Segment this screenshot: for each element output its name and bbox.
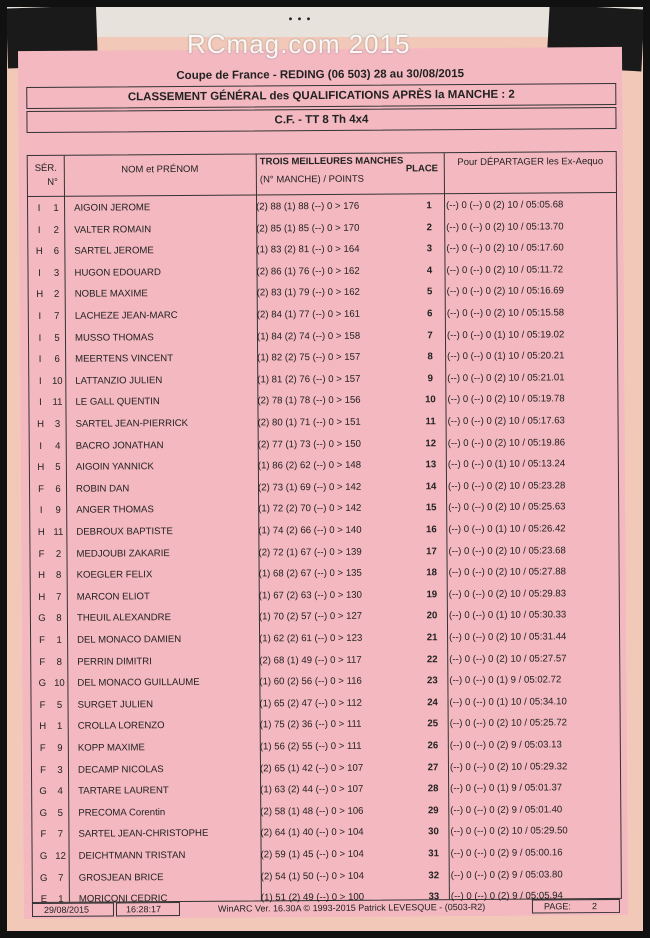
row-number: 3 bbox=[54, 418, 61, 430]
row-number: 1 bbox=[58, 894, 64, 906]
row-tiebreak: (--) 0 (--) 0 (2) 10 / 05:11.72 bbox=[446, 264, 564, 276]
row-scores: (2) 73 (1) 69 (--) 0 > 142 bbox=[257, 481, 362, 494]
row-place: 14 bbox=[425, 481, 437, 493]
row-name: ANGER THOMAS bbox=[76, 504, 154, 517]
row-number: 7 bbox=[56, 591, 62, 603]
row-name: MUSSO THOMAS bbox=[74, 331, 154, 344]
row-place: 19 bbox=[426, 589, 438, 601]
row-place: 15 bbox=[425, 502, 437, 514]
row-scores: (1) 81 (2) 76 (--) 0 > 157 bbox=[257, 373, 361, 386]
row-name: MARCON ELIOT bbox=[76, 591, 150, 603]
row-scores: (1) 75 (2) 36 (--) 0 > 111 bbox=[259, 719, 362, 731]
row-place: 21 bbox=[426, 632, 438, 644]
row-name: LACHEZE JEAN-MARC bbox=[74, 310, 178, 322]
row-number: 9 bbox=[55, 505, 61, 517]
results-table bbox=[27, 151, 622, 906]
row-place: 8 bbox=[427, 351, 433, 363]
row-place: 33 bbox=[428, 891, 440, 903]
row-series: H bbox=[38, 591, 46, 603]
row-series: H bbox=[37, 462, 45, 474]
row-number: 12 bbox=[55, 850, 66, 862]
footer-page-number: 2 bbox=[591, 901, 598, 912]
row-number: 9 bbox=[57, 742, 63, 754]
row-number: 8 bbox=[55, 570, 62, 582]
row-number: 2 bbox=[53, 289, 60, 301]
row-place: 27 bbox=[427, 761, 439, 773]
row-series: I bbox=[37, 202, 41, 214]
row-place: 12 bbox=[425, 437, 437, 449]
row-scores: (1) 68 (2) 67 (--) 0 > 135 bbox=[258, 567, 362, 580]
row-name: KOPP MAXIME bbox=[77, 742, 145, 754]
row-name: LATTANZIO JULIEN bbox=[75, 374, 163, 387]
row-name: DEL MONACO DAMIEN bbox=[77, 633, 182, 646]
photo-area bbox=[7, 7, 643, 931]
results-sheet bbox=[18, 47, 628, 919]
row-series: G bbox=[39, 872, 48, 884]
footer-date: 29/08/2015 bbox=[43, 904, 90, 915]
row-series: F bbox=[38, 548, 45, 560]
row-place: 29 bbox=[427, 804, 439, 817]
row-series: F bbox=[40, 764, 46, 776]
row-place: 4 bbox=[426, 265, 433, 277]
row-scores: (2) 68 (1) 49 (--) 0 > 117 bbox=[259, 654, 362, 667]
col-best-header: TROIS MEILLEURES MANCHES bbox=[259, 155, 404, 168]
row-scores: (1) 82 (2) 75 (--) 0 > 157 bbox=[257, 351, 361, 364]
row-name: DEL MONACO GUILLAUME bbox=[77, 677, 200, 689]
row-number: 8 bbox=[56, 656, 62, 668]
footer-page-label: PAGE: bbox=[543, 901, 571, 912]
row-series: F bbox=[39, 699, 46, 711]
row-scores: (2) 58 (1) 48 (--) 0 > 106 bbox=[260, 805, 364, 818]
row-scores: (1) 65 (2) 47 (--) 0 > 112 bbox=[259, 697, 363, 710]
row-name: MORICONI CEDRIC bbox=[78, 893, 168, 905]
row-tiebreak: (--) 0 (--) 0 (2) 10 / 05:21.01 bbox=[447, 372, 565, 384]
row-series: I bbox=[38, 354, 42, 366]
row-number: 6 bbox=[54, 354, 60, 366]
row-place: 7 bbox=[427, 329, 433, 341]
row-place: 1 bbox=[426, 200, 432, 212]
row-series: H bbox=[37, 418, 45, 430]
row-name: LE GALL QUENTIN bbox=[75, 396, 160, 409]
row-scores: (1) 84 (2) 74 (--) 0 > 158 bbox=[256, 330, 361, 343]
row-series: H bbox=[37, 526, 45, 538]
table-header bbox=[28, 152, 616, 197]
row-name: DEICHTMANN TRISTAN bbox=[78, 849, 186, 862]
row-tiebreak: (--) 0 (--) 0 (2) 9 / 05:03.80 bbox=[450, 868, 563, 881]
row-tiebreak: (--) 0 (--) 0 (2) 10 / 05:19.86 bbox=[447, 436, 566, 449]
category-title: C.F. - TT 8 Th 4x4 bbox=[26, 107, 616, 133]
row-scores: (2) 80 (1) 71 (--) 0 > 151 bbox=[257, 416, 361, 429]
col-points-header: (N° MANCHE) / POINTS bbox=[259, 173, 364, 186]
row-name: DECAMP NICOLAS bbox=[77, 763, 164, 776]
event-title: Coupe de France - REDING (06 503) 28 au 30/08/2015 bbox=[176, 68, 465, 83]
row-place: 3 bbox=[426, 243, 433, 255]
row-scores: (2) 83 (1) 79 (--) 0 > 162 bbox=[256, 287, 360, 299]
row-number: 3 bbox=[53, 267, 60, 279]
row-number: 7 bbox=[57, 829, 64, 841]
row-number: 1 bbox=[56, 721, 63, 733]
row-place: 5 bbox=[426, 286, 433, 298]
row-series: F bbox=[38, 483, 45, 495]
row-name: CROLLA LORENZO bbox=[77, 720, 165, 733]
row-name: SARTEL JEAN-PIERRICK bbox=[75, 417, 189, 430]
row-scores: (1) 83 (2) 81 (--) 0 > 164 bbox=[256, 243, 360, 256]
row-name: SURGET JULIEN bbox=[77, 698, 154, 711]
row-name: DEBROUX BAPTISTE bbox=[76, 526, 173, 538]
row-tiebreak: (--) 0 (--) 0 (2) 10 / 05:25.72 bbox=[449, 717, 568, 730]
row-tiebreak: (--) 0 (--) 0 (2) 10 / 05:27.57 bbox=[449, 652, 567, 665]
row-tiebreak: (--) 0 (--) 0 (2) 10 / 05:15.58 bbox=[446, 307, 565, 320]
row-scores: (2) 72 (1) 67 (--) 0 > 139 bbox=[258, 546, 362, 559]
row-place: 24 bbox=[427, 697, 438, 709]
row-place: 11 bbox=[425, 416, 436, 428]
row-number: 6 bbox=[55, 483, 61, 495]
row-place: 10 bbox=[425, 394, 436, 406]
row-number: 4 bbox=[55, 440, 61, 452]
row-series: G bbox=[38, 613, 46, 625]
row-place: 18 bbox=[426, 567, 437, 579]
row-tiebreak: (--) 0 (--) 0 (2) 10 / 05:17.63 bbox=[447, 415, 565, 428]
row-number: 11 bbox=[52, 397, 63, 409]
row-series: G bbox=[39, 807, 48, 819]
row-number: 5 bbox=[55, 462, 61, 474]
row-tiebreak: (--) 0 (--) 0 (2) 10 / 05:05.68 bbox=[446, 199, 564, 212]
watermark: RCmag.com 2015 bbox=[187, 29, 411, 59]
row-name: GROSJEAN BRICE bbox=[78, 871, 164, 884]
row-name: BACRO JONATHAN bbox=[75, 439, 164, 452]
row-number: 5 bbox=[56, 699, 63, 711]
row-name: HUGON EDOUARD bbox=[74, 266, 161, 279]
row-name: MEDJOUBI ZAKARIE bbox=[76, 547, 170, 560]
row-tiebreak: (--) 0 (--) 0 (1) 10 / 05:20.21 bbox=[447, 350, 565, 363]
row-place: 22 bbox=[426, 653, 438, 665]
row-name: MEERTENS VINCENT bbox=[75, 353, 174, 365]
row-tiebreak: (--) 0 (--) 0 (2) 10 / 05:13.70 bbox=[446, 220, 564, 233]
row-scores: (2) 84 (1) 77 (--) 0 > 161 bbox=[256, 308, 361, 321]
footer-time: 16:28:17 bbox=[125, 904, 162, 915]
row-number: 7 bbox=[54, 310, 60, 322]
footer bbox=[32, 899, 620, 917]
row-tiebreak: (--) 0 (--) 0 (1) 10 / 05:13.24 bbox=[447, 458, 566, 471]
row-scores: (2) 78 (1) 78 (--) 0 > 156 bbox=[257, 395, 361, 407]
row-name: PERRIN DIMITRI bbox=[77, 655, 152, 668]
row-tiebreak: (--) 0 (--) 0 (1) 10 / 05:19.02 bbox=[446, 328, 565, 341]
row-series: I bbox=[38, 332, 42, 344]
row-place: 28 bbox=[427, 783, 439, 795]
classification-title: CLASSEMENT GÉNÉRAL des QUALIFICATIONS APRÈS la MANCHE : 2 bbox=[26, 83, 616, 109]
row-series: H bbox=[36, 289, 44, 301]
col-place-header: PLACE bbox=[405, 163, 439, 175]
row-name: AIGOIN JEROME bbox=[74, 202, 151, 214]
row-tiebreak: (--) 0 (--) 0 (2) 10 / 05:25.63 bbox=[448, 501, 566, 514]
row-number: 6 bbox=[53, 246, 60, 258]
row-series: F bbox=[39, 742, 46, 754]
row-number: 2 bbox=[53, 224, 59, 236]
row-tiebreak: (--) 0 (--) 0 (2) 9 / 05:01.40 bbox=[450, 804, 563, 816]
row-place: 16 bbox=[425, 524, 437, 536]
col-name-header: NOM et PRÉNOM bbox=[121, 163, 199, 176]
row-scores: (2) 64 (1) 40 (--) 0 > 104 bbox=[260, 827, 364, 839]
row-series: G bbox=[38, 678, 47, 690]
row-place: 6 bbox=[427, 308, 433, 320]
row-name: SARTEL JEROME bbox=[74, 245, 154, 257]
row-place: 23 bbox=[427, 675, 438, 687]
col-ser-header: SÉR. N° bbox=[34, 162, 58, 188]
row-tiebreak: (--) 0 (--) 0 (2) 10 / 05:29.50 bbox=[450, 825, 568, 838]
row-place: 32 bbox=[428, 869, 440, 881]
row-tiebreak: (--) 0 (--) 0 (2) 10 / 05:23.68 bbox=[448, 544, 566, 557]
row-place: 25 bbox=[427, 718, 439, 730]
row-tiebreak: (--) 0 (--) 0 (2) 9 / 05:05.94 bbox=[450, 890, 563, 903]
row-series: I bbox=[39, 397, 42, 409]
row-series: I bbox=[38, 310, 42, 322]
row-tiebreak: (--) 0 (--) 0 (2) 9 / 05:00.16 bbox=[450, 847, 563, 860]
row-number: 11 bbox=[53, 526, 64, 538]
row-scores: (1) 74 (2) 66 (--) 0 > 140 bbox=[258, 524, 362, 537]
row-scores: (2) 86 (1) 76 (--) 0 > 162 bbox=[256, 265, 360, 278]
row-name: TARTARE LAURENT bbox=[78, 785, 169, 797]
row-number: 5 bbox=[54, 332, 60, 344]
row-scores: (2) 77 (1) 73 (--) 0 > 150 bbox=[257, 438, 361, 451]
row-place: 9 bbox=[427, 373, 433, 385]
row-scores: (1) 56 (2) 55 (--) 0 > 111 bbox=[259, 740, 362, 753]
row-scores: (1) 70 (2) 57 (--) 0 > 127 bbox=[258, 611, 363, 623]
row-tiebreak: (--) 0 (--) 0 (2) 10 / 05:29.32 bbox=[449, 760, 568, 773]
col-tiebreak-header: Pour DÉPARTAGER les Ex-Aequo bbox=[457, 156, 604, 169]
row-tiebreak: (--) 0 (--) 0 (1) 9 / 05:02.72 bbox=[449, 674, 562, 687]
row-tiebreak: (--) 0 (--) 0 (2) 10 / 05:16.69 bbox=[446, 285, 565, 298]
row-name: NOBLE MAXIME bbox=[74, 288, 148, 301]
row-series: I bbox=[39, 440, 43, 452]
row-scores: (2) 59 (1) 45 (--) 0 > 104 bbox=[260, 848, 364, 861]
row-name: VALTER ROMAIN bbox=[74, 223, 152, 236]
row-scores: (2) 85 (1) 85 (--) 0 > 170 bbox=[256, 222, 360, 235]
row-scores: (2) 88 (1) 88 (--) 0 > 176 bbox=[256, 200, 360, 213]
row-name: KOEGLER FELIX bbox=[76, 569, 153, 581]
row-series: I bbox=[38, 267, 41, 279]
row-tiebreak: (--) 0 (--) 0 (2) 10 / 05:23.28 bbox=[447, 480, 566, 492]
footer-software: WinARC Ver. 16.30A © 1993-2015 Patrick LEVESQUE - (0503-R2) bbox=[217, 901, 486, 914]
row-series: I bbox=[38, 375, 42, 387]
row-scores: (1) 67 (2) 63 (--) 0 > 130 bbox=[258, 589, 363, 602]
row-number: 10 bbox=[51, 375, 63, 387]
row-tiebreak: (--) 0 (--) 0 (1) 10 / 05:30.33 bbox=[448, 609, 567, 622]
row-place: 30 bbox=[428, 826, 439, 838]
row-number: 8 bbox=[56, 613, 62, 625]
row-tiebreak: (--) 0 (--) 0 (1) 9 / 05:01.37 bbox=[450, 782, 563, 795]
row-name: AIGOIN YANNICK bbox=[75, 461, 154, 473]
row-series: H bbox=[35, 246, 43, 258]
row-number: 10 bbox=[54, 677, 65, 690]
row-series: H bbox=[38, 570, 46, 582]
row-series: F bbox=[39, 634, 46, 646]
row-number: 5 bbox=[57, 807, 64, 819]
row-series: F bbox=[40, 829, 47, 841]
row-series: F bbox=[39, 656, 46, 668]
row-scores: (1) 62 (2) 61 (--) 0 > 123 bbox=[259, 632, 363, 645]
row-scores: (1) 51 (2) 49 (--) 0 > 100 bbox=[260, 891, 365, 904]
row-scores: (2) 65 (1) 42 (--) 0 > 107 bbox=[259, 762, 364, 775]
handwriting: ... bbox=[287, 7, 314, 26]
row-number: 7 bbox=[58, 872, 64, 884]
row-place: 20 bbox=[426, 610, 438, 622]
row-series: G bbox=[39, 850, 48, 862]
row-number: 1 bbox=[56, 634, 62, 646]
row-scores: (1) 63 (2) 44 (--) 0 > 107 bbox=[260, 783, 364, 796]
row-place: 13 bbox=[425, 459, 437, 471]
row-tiebreak: (--) 0 (--) 0 (1) 10 / 05:26.42 bbox=[448, 523, 566, 536]
row-series: I bbox=[37, 224, 41, 236]
row-name: SARTEL JEAN-CHRISTOPHE bbox=[78, 828, 209, 841]
row-place: 17 bbox=[426, 545, 437, 557]
row-name: THEUIL ALEXANDRE bbox=[76, 612, 171, 625]
row-scores: (1) 86 (2) 62 (--) 0 > 148 bbox=[257, 459, 362, 472]
row-tiebreak: (--) 0 (--) 0 (2) 10 / 05:29.83 bbox=[448, 588, 567, 600]
row-series: G bbox=[39, 786, 47, 798]
row-tiebreak: (--) 0 (--) 0 (1) 10 / 05:34.10 bbox=[449, 696, 567, 708]
row-place: 2 bbox=[426, 221, 432, 233]
row-scores: (1) 72 (2) 70 (--) 0 > 142 bbox=[258, 503, 362, 515]
row-series: H bbox=[39, 721, 47, 733]
row-place: 26 bbox=[427, 740, 439, 752]
row-scores: (2) 54 (1) 50 (--) 0 > 104 bbox=[260, 870, 364, 883]
row-number: 1 bbox=[53, 202, 59, 214]
row-number: 3 bbox=[57, 764, 63, 776]
row-tiebreak: (--) 0 (--) 0 (2) 10 / 05:19.78 bbox=[447, 393, 565, 406]
row-tiebreak: (--) 0 (--) 0 (2) 10 / 05:27.88 bbox=[448, 566, 566, 579]
row-tiebreak: (--) 0 (--) 0 (2) 10 / 05:31.44 bbox=[449, 631, 567, 644]
row-number: 4 bbox=[57, 786, 63, 798]
row-series: E bbox=[40, 894, 48, 906]
row-name: PRECOMA Corentin bbox=[78, 806, 166, 819]
row-number: 2 bbox=[55, 548, 62, 560]
row-name: ROBIN DAN bbox=[75, 483, 130, 495]
row-series: I bbox=[39, 505, 43, 517]
row-place: 31 bbox=[428, 848, 439, 860]
row-scores: (1) 60 (2) 56 (--) 0 > 116 bbox=[259, 675, 362, 688]
row-tiebreak: (--) 0 (--) 0 (2) 10 / 05:17.60 bbox=[446, 242, 564, 255]
row-tiebreak: (--) 0 (--) 0 (2) 9 / 05:03.13 bbox=[449, 739, 562, 752]
